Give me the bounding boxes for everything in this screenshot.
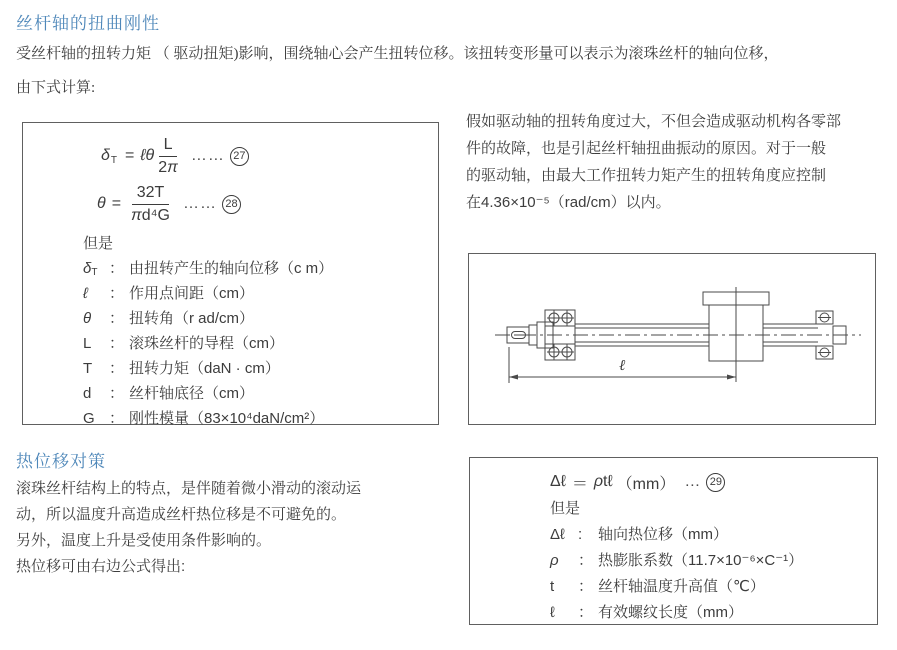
section-title-torsional-rigidity: 丝杆轴的扭曲刚性	[16, 14, 160, 33]
definition-row: ℓ ： 有效螺纹长度（mm）	[550, 600, 869, 626]
definition-symbol: θ	[83, 310, 92, 327]
circled-number-27: 27	[230, 147, 249, 166]
definition-symbol: G	[83, 410, 95, 427]
text-line: 动，所以温度升高造成丝杆热位移是不可避免的。	[16, 506, 347, 523]
dimension-label: ℓ	[619, 356, 626, 374]
definition-description: 扭转力矩（daN · cm）	[129, 360, 280, 377]
text-line: 在4.36×10⁻⁵（rad/cm）以内。	[466, 194, 671, 211]
ball-screw-diagram-box	[468, 253, 876, 425]
formula-27-coefficient: ℓθ	[140, 147, 155, 164]
fraction	[131, 184, 170, 224]
formula-29-variable: Δℓ	[550, 473, 566, 490]
definition-row: G ： 刚性模量（83×10⁴daN/cm²）	[83, 406, 428, 431]
ball-screw-diagram	[469, 254, 875, 424]
however-label: 但是	[550, 500, 581, 517]
formula-29-unit: （mm）	[616, 475, 676, 493]
definition-symbol: L	[83, 335, 92, 352]
definition-row: T ： 扭转力矩（daN · cm）	[83, 356, 428, 381]
definition-symbol: ℓ	[83, 285, 88, 302]
formula-29	[550, 468, 869, 496]
side-paragraph	[466, 111, 886, 219]
definition-description: 轴向热位移（mm）	[598, 526, 728, 543]
fraction-numerator: 32T	[132, 184, 170, 205]
formula-28-variable: θ	[97, 195, 106, 212]
equals-sign: =	[125, 147, 135, 164]
text-line: 另外，温度上升是受使用条件影响的。	[16, 532, 272, 549]
definition-symbol: δT	[83, 260, 98, 278]
formula-29-terms: tℓ	[603, 473, 613, 490]
text-line: 热位移可由右边公式得出:	[16, 558, 186, 575]
fraction	[158, 136, 178, 176]
definition-description: 热膨胀系数（11.7×10⁻⁶×C⁻¹）	[598, 552, 804, 569]
definition-symbol: ℓ	[550, 604, 555, 621]
definition-row: L ： 滚珠丝杆的导程（cm）	[83, 331, 428, 356]
definition-description: 丝杆轴温度升高值（℃）	[598, 578, 765, 595]
formula-27-variable: δ	[101, 147, 110, 164]
definition-row: δT ： 由扭转产生的轴向位移（c m）	[83, 256, 428, 281]
definition-symbol: d	[83, 385, 92, 402]
formula-28	[83, 179, 428, 229]
definition-description: 有效螺纹长度（mm）	[598, 604, 743, 621]
leader-dots: ……	[190, 147, 225, 164]
thermal-formula-box	[469, 457, 878, 625]
intro-paragraph	[16, 41, 891, 109]
definition-description: 作用点间距（cm）	[129, 285, 254, 302]
torsion-formula-box	[22, 122, 439, 425]
definition-row: t ： 丝杆轴温度升高值（℃）	[550, 574, 869, 600]
definitions-list	[83, 256, 428, 431]
equals-sign: =	[111, 195, 122, 212]
definition-symbol: Δℓ	[550, 526, 565, 543]
text-line: 滚珠丝杆结构上的特点，是伴随着微小滑动的滚动运	[16, 480, 362, 497]
definition-description: 丝杆轴底径（cm）	[129, 385, 254, 402]
however-label: 但是	[83, 235, 114, 252]
thermal-paragraph	[16, 478, 461, 582]
fraction-denominator: 2π	[158, 158, 178, 176]
circled-number-29: 29	[706, 473, 725, 492]
text-line: 受丝杆轴的扭转力矩 （ 驱动扭矩)影响，围绕轴心会产生扭转位移。该扭转变形量可以表示为滚珠丝杆的轴向位移，	[16, 46, 779, 62]
definition-symbol: ρ	[550, 552, 559, 569]
circled-number-28: 28	[222, 195, 241, 214]
formula-29-rho: ρ	[593, 473, 604, 490]
leader-dots: …	[684, 473, 702, 490]
text-line: 假如驱动轴的扭转角度过大，不但会造成驱动机构各零部	[466, 113, 842, 130]
definition-description: 滚珠丝杆的导程（cm）	[129, 335, 284, 352]
definition-row: ρ ： 热膨胀系数（11.7×10⁻⁶×C⁻¹）	[550, 548, 869, 574]
definition-symbol: t	[550, 578, 555, 595]
definition-row: d ： 丝杆轴底径（cm）	[83, 381, 428, 406]
section-title-thermal-displacement: 热位移对策	[16, 452, 106, 471]
fraction-numerator: L	[159, 136, 178, 157]
definition-row: Δℓ : 轴向热位移（mm）	[550, 522, 869, 548]
text-line: 由下式计算:	[16, 80, 96, 96]
definition-description: 扭转角（r ad/cm）	[129, 310, 255, 327]
definition-row: θ ： 扭转角（r ad/cm）	[83, 306, 428, 331]
definition-row: ℓ ： 作用点间距（cm）	[83, 281, 428, 306]
text-line: 的驱动轴，由最大工作扭转力矩产生的扭转角度应控制	[466, 167, 827, 184]
leader-dots: ……	[182, 195, 217, 212]
definition-symbol: T	[83, 360, 93, 377]
definitions-list	[550, 522, 869, 626]
equals-sign: ＝	[571, 475, 588, 493]
text-line: 件的故障，也是引起丝杆轴扭曲振动的原因。对于一般	[466, 140, 827, 157]
fraction-denominator: πd⁴G	[131, 206, 170, 224]
definition-description: 由扭转产生的轴向位移（c m）	[129, 260, 334, 277]
definition-description: 刚性模量（83×10⁴daN/cm²）	[129, 410, 325, 427]
formula-27-subscript: T	[110, 154, 117, 166]
formula-27	[83, 133, 428, 179]
